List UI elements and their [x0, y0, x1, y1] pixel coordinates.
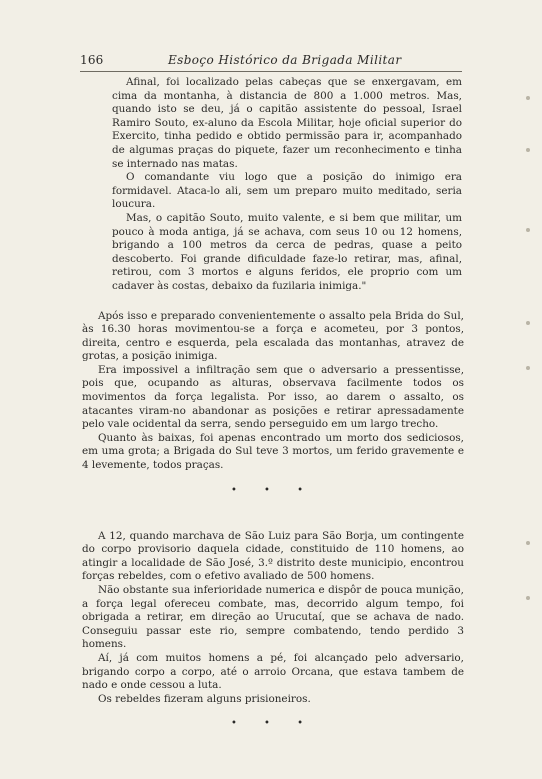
margin-mark: [526, 366, 530, 370]
quote-paragraph-1: Afinal, foi localizado pelas cabeças que se enxergavam, em cima da montanha, à distancia de 800 a 1.000 metros. Mas, quando isto se deu, já o capitão assistente do pessoal, Israel Ramiro Souto, ex-aluno da Escola Militar, hoje oficial superior do Exercito, tinha pedido e obtido permissão para ir, acompanhado de algumas praças do piquete, fazer um reconhecimento e tinha se internado nas matas.: [112, 76, 462, 170]
section-2: [82, 530, 464, 707]
page-header: [80, 53, 462, 72]
margin-mark: [526, 228, 530, 232]
page-content: [82, 76, 464, 743]
section-gap: [82, 294, 464, 310]
margin-mark: [526, 321, 530, 325]
page-number: 166: [80, 53, 104, 67]
section-1-paragraph-3: Quanto às baixas, foi apenas encontrado um morto dos sediciosos, em uma grota; a Brigada do Sul teve 3 mortos, um ferido gravemente e 4 levemente, todos praças.: [82, 431, 464, 472]
running-title: Esboço Histórico da Brigada Militar: [168, 53, 402, 67]
quote-paragraph-3: Mas, o capitão Souto, muito valente, e si bem que militar, um pouco à moda antiga, já se achava, com seus 10 ou 12 homens, brigando a 100 metros da cerca de pedras, quase a peito descoberto. Foi grande dificuldade faze-lo retirar, mas, afinal, retirou, com 3 mortos e alguns feridos, ele proprio com um cadaver às costas, debaixo da fuzilaria inimiga.": [112, 211, 462, 292]
quote-paragraph-2: O comandante viu logo que a posição do inimigo era formidavel. Ataca-lo ali, sem um preparo muito meditado, seria loucura.: [112, 171, 462, 211]
section-2-paragraph-3: Aí, já com muitos homens a pé, foi alcançado pelo adversario, brigando corpo a corpo, até o arroio Orcana, que estava tambem de nado e onde cessou a luta.: [82, 651, 464, 692]
section-1: [82, 310, 464, 473]
section-1-paragraph-2: Era impossivel a infiltração sem que o adversario a pressentisse, pois que, ocupando as alturas, observava facilmente todos os movimentos da força legalista. Por isso, ao darem o assalto, os atacantes viram-no abandonar as posições e retirar apressadamente pelo vale ocidental da serra, sendo perseguido em um largo trecho.: [82, 363, 464, 431]
section-2-paragraph-2: Não obstante sua inferioridade numerica e dispôr de pouca munição, a força legal ofereceu combate, mas, decorrido algum tempo, foi obrigada a retirar, em direção ao Urucutaí, que se achava de nado. Conseguiu passar este rio, sempre combatendo, tendo perdido 3 homens.: [82, 584, 464, 651]
margin-marks: [518, 96, 530, 616]
margin-mark: [526, 96, 530, 100]
margin-mark: [526, 148, 530, 152]
margin-mark: [526, 541, 530, 545]
margin-mark: [526, 596, 530, 600]
section-divider-1: • • •: [230, 484, 316, 496]
section-1-paragraph-1: Após isso e preparado convenientemente o assalto pela Brida do Sul, às 16.30 horas movimentou-se a força e acometeu, por 3 pontos, direita, centro e esquerda, pela escalada das montanhas, atravez de grotas, a posição inimiga.: [82, 309, 464, 363]
quoted-passage: [112, 76, 462, 294]
section-gap-2: [82, 510, 464, 530]
section-2-paragraph-4: Os rebeldes fizeram alguns prisioneiros.: [98, 692, 311, 705]
section-divider-2: • • •: [230, 718, 316, 730]
section-2-paragraph-1: A 12, quando marchava de São Luiz para São Borja, um contingente do corpo provisorio daquela cidade, constituido de 110 homens, ao atingir a localidade de São José, 3.º distrito deste municipio, encontrou forças rebeldes, com o efetivo avaliado de 500 homens.: [82, 529, 464, 583]
